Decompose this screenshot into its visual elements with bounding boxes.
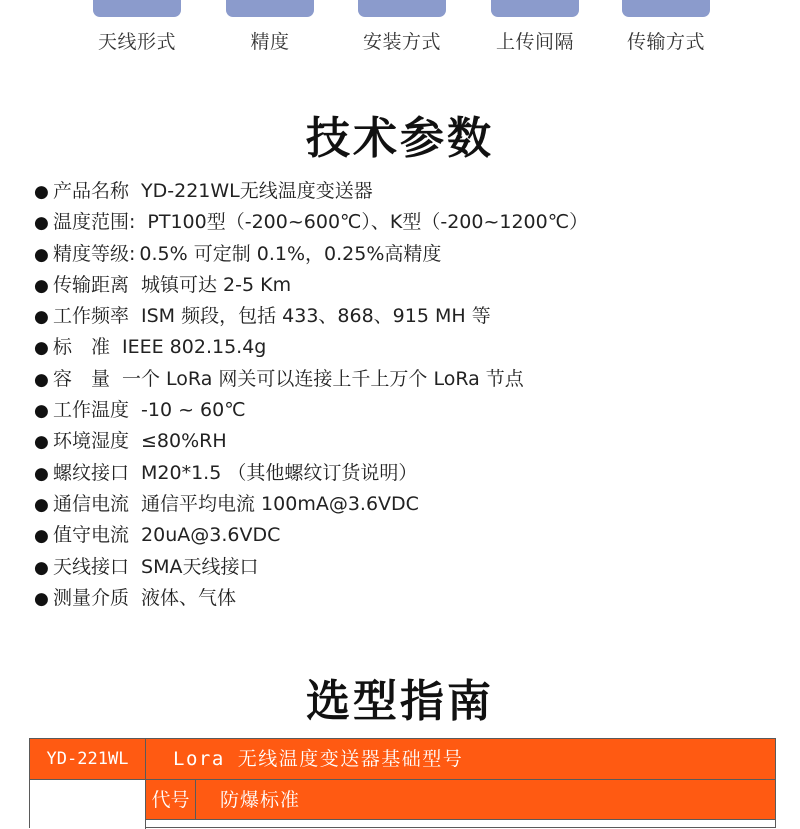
spec-label: 环境湿度 xyxy=(53,430,130,453)
spec-item xyxy=(34,239,588,270)
spec-value: 20uA@3.6VDC xyxy=(141,524,281,547)
model-desc-cell: Lora 无线温度变送器基础型号 xyxy=(146,739,775,780)
tab-label: 上传间隔 xyxy=(495,31,574,53)
spec-value: PT100型（-200~600℃）、K型（-200~1200℃） xyxy=(147,211,589,234)
spec-value: -10 ~ 60℃ xyxy=(141,399,246,422)
tab-bar xyxy=(358,0,446,17)
bullet-icon: ● xyxy=(34,369,49,390)
bullet-icon: ● xyxy=(34,275,49,296)
spec-label: 容 量 xyxy=(53,367,111,390)
bullet-icon: ● xyxy=(34,557,49,578)
spec-value: 0.5% 可定制 0.1%，0.25%高精度 xyxy=(139,242,442,265)
spec-value: 一个 LoRa 网关可以连接上千上万个 LoRa 节点 xyxy=(122,367,524,390)
spec-value: ISM 频段，包括 433、868、915 MH 等 xyxy=(141,305,491,328)
bullet-icon: ● xyxy=(34,182,49,202)
specs-title: 技术参数 xyxy=(306,113,494,164)
code-desc-cell: 防爆标准 xyxy=(196,780,775,820)
model-code-cell: YD-221WL xyxy=(30,739,146,780)
spec-label: 传输距离 xyxy=(53,273,130,296)
tab-bar xyxy=(226,0,314,17)
spec-item xyxy=(34,395,588,426)
tab-bar xyxy=(491,0,579,17)
spec-value: 液体、气体 xyxy=(141,586,237,609)
tab-label: 传输方式 xyxy=(626,31,705,53)
spec-label: 标 准 xyxy=(53,336,111,359)
spec-value: ≤80%RH xyxy=(141,430,227,453)
spec-label: 天线接口 xyxy=(53,555,130,578)
tab-label: 精度 xyxy=(250,31,290,53)
tab-label: 安装方式 xyxy=(362,31,441,53)
spec-value: SMA天线接口 xyxy=(141,555,259,578)
tab-upload-interval[interactable] xyxy=(475,0,595,54)
spec-label: 通信电流 xyxy=(53,492,130,515)
spec-item xyxy=(34,207,588,238)
tab-bar xyxy=(622,0,710,17)
tab-transmission[interactable] xyxy=(606,0,726,54)
bullet-icon: ● xyxy=(34,463,49,484)
spec-item xyxy=(34,489,588,520)
spec-item xyxy=(34,301,588,332)
spec-value: 通信平均电流 100mA@3.6VDC xyxy=(141,492,419,515)
bullet-icon: ● xyxy=(34,494,49,515)
spec-item xyxy=(34,332,588,363)
spec-label: 螺纹接口 xyxy=(53,461,130,484)
tab-accuracy[interactable] xyxy=(210,0,330,54)
spec-label: 产品名称 xyxy=(53,180,130,202)
tab-label: 天线形式 xyxy=(97,31,176,53)
bullet-icon: ● xyxy=(34,588,49,609)
tab-installation[interactable] xyxy=(342,0,462,54)
spec-item xyxy=(34,426,588,457)
tab-bar xyxy=(93,0,181,17)
spec-item xyxy=(34,364,588,395)
code-header-cell: 代号 xyxy=(146,780,196,820)
spec-item xyxy=(34,583,588,614)
empty-cell xyxy=(30,780,146,829)
spec-value: IEEE 802.15.4g xyxy=(122,336,267,359)
spec-label: 工作温度 xyxy=(53,399,130,422)
category-tabs xyxy=(0,0,800,60)
spec-item xyxy=(34,458,588,489)
bullet-icon: ● xyxy=(34,526,49,547)
bullet-icon: ● xyxy=(34,338,49,359)
spec-label: 工作频率 xyxy=(53,305,130,328)
bullet-icon: ● xyxy=(34,432,49,453)
spec-label: 值守电流 xyxy=(53,524,130,547)
spec-item xyxy=(34,270,588,301)
spec-label: 温度范围: xyxy=(53,211,136,234)
selection-guide-title: 选型指南 xyxy=(306,676,494,727)
spec-item xyxy=(34,552,588,583)
bullet-icon: ● xyxy=(34,401,49,422)
spec-label: 测量介质 xyxy=(53,586,130,609)
spec-value: 城镇可达 2-5 Km xyxy=(141,273,292,296)
bullet-icon: ● xyxy=(34,244,49,265)
spec-label: 精度等级: xyxy=(53,242,136,265)
bullet-icon: ● xyxy=(34,213,49,234)
bullet-icon: ● xyxy=(34,307,49,328)
selection-table xyxy=(29,738,776,828)
spec-value: M20*1.5 （其他螺纹订货说明） xyxy=(141,461,418,484)
spec-item xyxy=(34,176,588,207)
spec-value: YD-221WL无线温度变送器 xyxy=(141,180,373,202)
spec-list xyxy=(34,176,588,614)
spec-item xyxy=(34,520,588,551)
tab-antenna-type[interactable] xyxy=(77,0,197,54)
